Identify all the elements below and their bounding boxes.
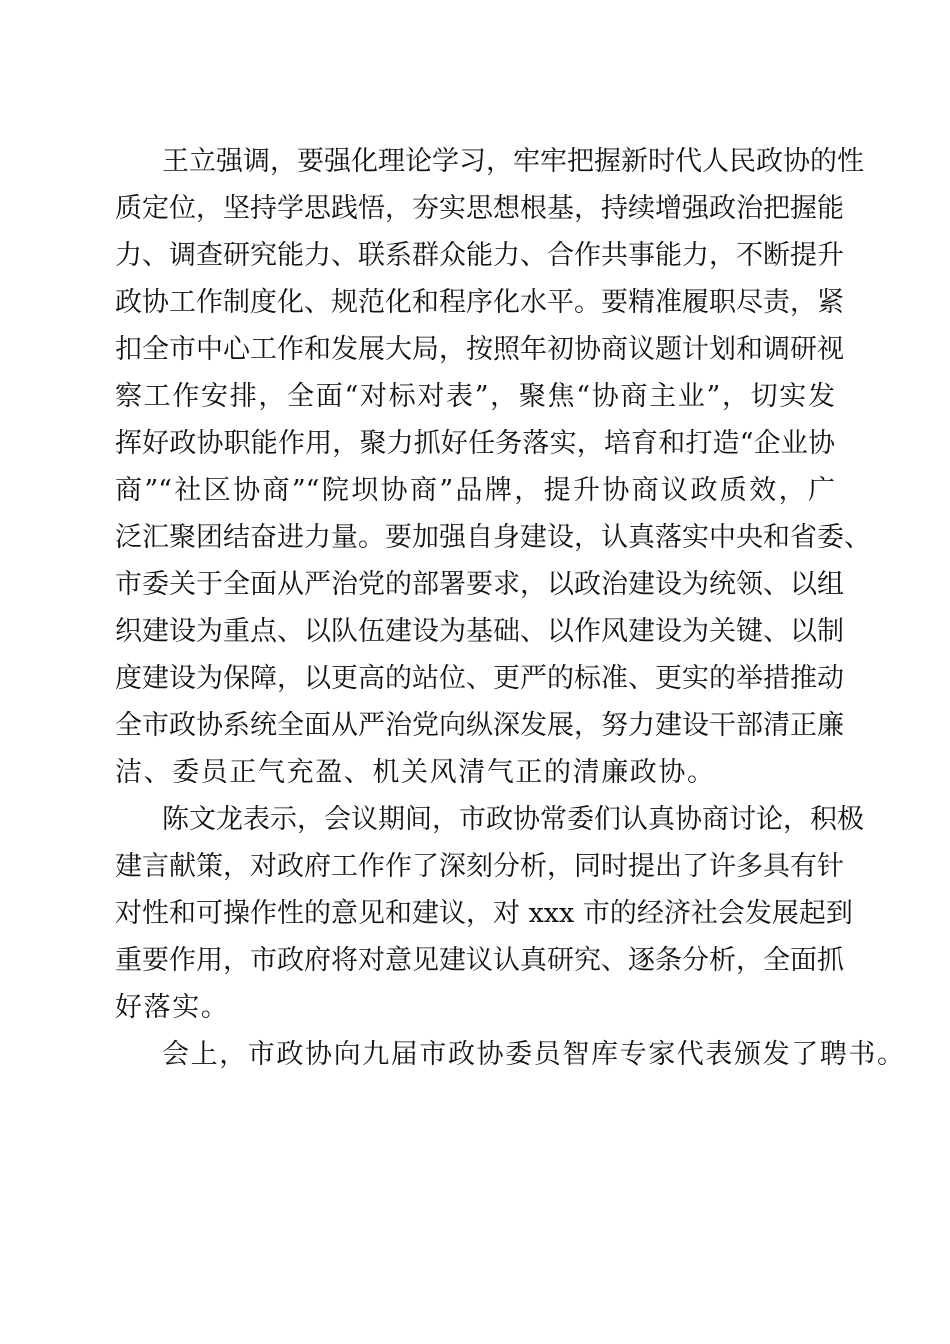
text-line: 重要作用，市政府将对意见建议认真研究、逐条分析，全面抓	[115, 945, 844, 976]
text-line: 商”“社区协商”“院坝协商”品牌，提升协商议政质效，广	[115, 475, 835, 506]
paragraph-wang-li-remarks	[115, 138, 871, 796]
text-line: 会上，市政协向九届市政协委员智库专家代表颁发了聘书。	[162, 1039, 906, 1070]
text-line: 察工作安排，全面“对标对表”，聚焦“协商主业”，切实发	[115, 381, 835, 412]
text-line: 洁、委员正气充盈、机关风清气正的清廉政协。	[115, 757, 716, 788]
text-line: 扣全市中心工作和发展大局，按照年初协商议题计划和调研视	[115, 334, 844, 365]
text-line: 好落实。	[115, 992, 230, 1023]
paragraph-chen-wenlong-remarks	[115, 796, 864, 1031]
text-line: 政协工作制度化、规范化和程序化水平。要精准履职尽责，紧	[115, 287, 844, 318]
text-line: 市委关于全面从严治党的部署要求，以政治建设为统领、以组	[115, 569, 844, 600]
text-line: 力、调查研究能力、联系群众能力、合作共事能力，不断提升	[115, 240, 844, 271]
text-line: 泛汇聚团结奋进力量。要加强自身建设，认真落实中央和省委、	[115, 522, 871, 553]
text-line: 挥好政协职能作用，聚力抓好任务落实，培育和打造“企业协	[115, 428, 835, 459]
text-line: 建言献策，对政府工作作了深刻分析，同时提出了许多具有针	[115, 851, 844, 882]
text-line: 对性和可操作性的意见和建议，对 xxx 市的经济社会发展起到	[115, 898, 853, 929]
text-line: 织建设为重点、以队伍建设为基础、以作风建设为关键、以制	[115, 616, 844, 647]
text-line: 王立强调，要强化理论学习，牢牢把握新时代人民政协的性	[162, 146, 864, 177]
text-line: 全市政协系统全面从严治党向纵深发展，努力建设干部清正廉	[115, 710, 844, 741]
text-line: 度建设为保障，以更高的站位、更严的标准、更实的举措推动	[115, 663, 844, 694]
text-line: 质定位，坚持学思践悟，夯实思想根基，持续增强政治把握能	[115, 193, 844, 224]
paragraph-appointment	[115, 1031, 906, 1078]
document-body	[115, 138, 906, 1078]
text-line: 陈文龙表示，会议期间，市政协常委们认真协商讨论，积极	[162, 804, 864, 835]
